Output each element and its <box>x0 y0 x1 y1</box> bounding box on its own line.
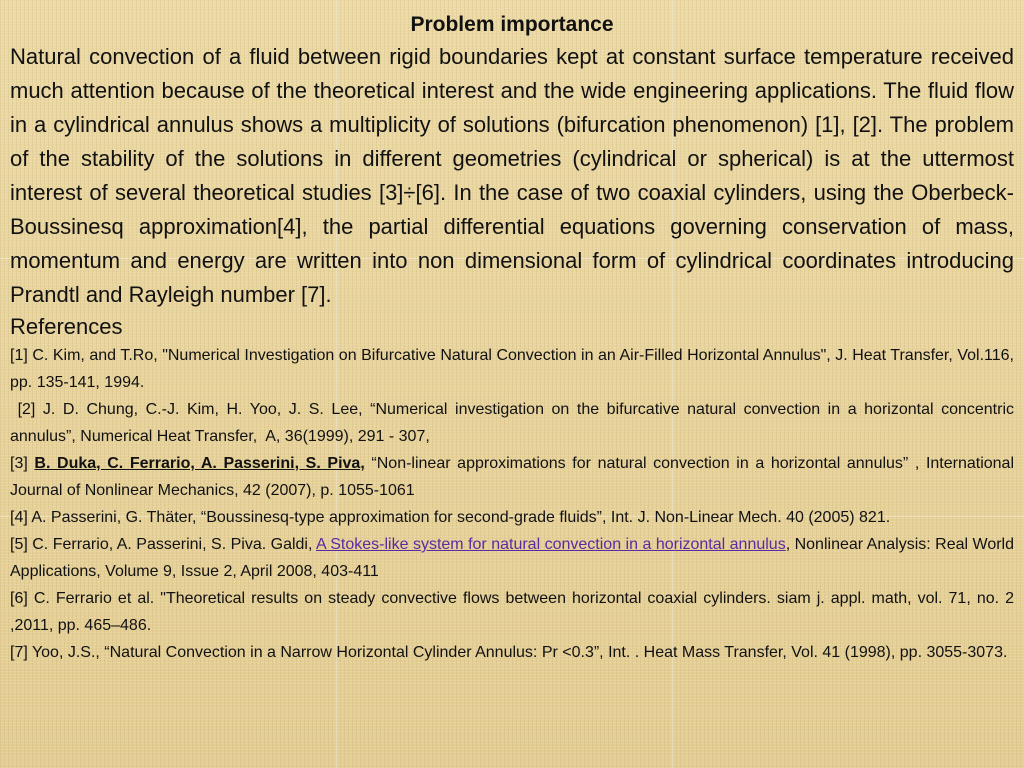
page-title: Problem importance <box>410 13 614 36</box>
reference-5-prefix: [5] C. Ferrario, A. Passerini, S. Piva. Galdi, <box>10 536 316 553</box>
reference-5-rest: , Nonlinear Analysis: Real World Applications, Volume 9, Issue 2, April 2008, 403-411 <box>10 536 1015 580</box>
slide-content <box>10 10 1019 666</box>
body-paragraph: Natural convection of a fluid between rigid boundaries kept at constant surface temperature received much attention because of the theoretical interest and the wide engineering applications. The fluid flow in a cylindrical annulus shows a multiplicity of solutions (bifurcation phenomenon) [1], [2]. The problem of the stability of the solutions in different geometries (cylindrical or spherical) is at the uttermost interest of several theoretical studies [3]÷[6]. In the case of two coaxial cylinders, using the Oberbeck-Boussinesq approximation[4], the partial differential equations governing conservation of mass, momentum and energy are written into non dimensional form of cylindrical coordinates introducing Prandtl and Rayleigh number [7]. <box>10 44 1014 307</box>
reference-3-rest: “Non-linear approximations for natural convection in a horizontal annulus” , International Journal of Nonlinear Mechanics, 42 (2007), p. 1055-1061 <box>10 455 1019 499</box>
reference-3 <box>10 450 1019 504</box>
reference-1: [1] C. Kim, and T.Ro, "Numerical Investigation on Bifurcative Natural Convection in an Air-Filled Horizontal Annulus", J. Heat Transfer, Vol.116, pp. 135-141, 1994. <box>10 347 1014 391</box>
reference-2: [2] J. D. Chung, C.-J. Kim, H. Yoo, J. S. Lee, “Numerical investigation on the bifurcative natural convection in a horizontal concentric annulus”, Numerical Heat Transfer, A, 36(1999), 291 - 307, <box>10 401 1019 445</box>
reference-3-authors: B. Duka, C. Ferrario, A. Passerini, S. Piva, <box>34 455 365 472</box>
reference-4: [4] A. Passerini, G. Thäter, “Boussinesq-type approximation for second-grade fluids”, Int. J. Non-Linear Mech. 40 (2005) 821. <box>10 509 891 526</box>
reference-6: [6] C. Ferrario et al. "Theoretical results on steady convective flows between horizontal coaxial cylinders. siam j. appl. math, vol. 71, no. 2 ,2011, pp. 465–486. <box>10 590 1014 634</box>
reference-5 <box>10 531 1014 585</box>
reference-5-link[interactable]: A Stokes-like system for natural convection in a horizontal annulus <box>316 536 786 553</box>
reference-7: [7] Yoo, J.S., “Natural Convection in a Narrow Horizontal Cylinder Annulus: Pr <0.3”, Int. . Heat Mass Transfer, Vol. 41 (1998), pp. 3055-3073. <box>10 644 1008 661</box>
references-heading: References <box>10 314 123 339</box>
reference-3-prefix: [3] <box>10 455 35 472</box>
